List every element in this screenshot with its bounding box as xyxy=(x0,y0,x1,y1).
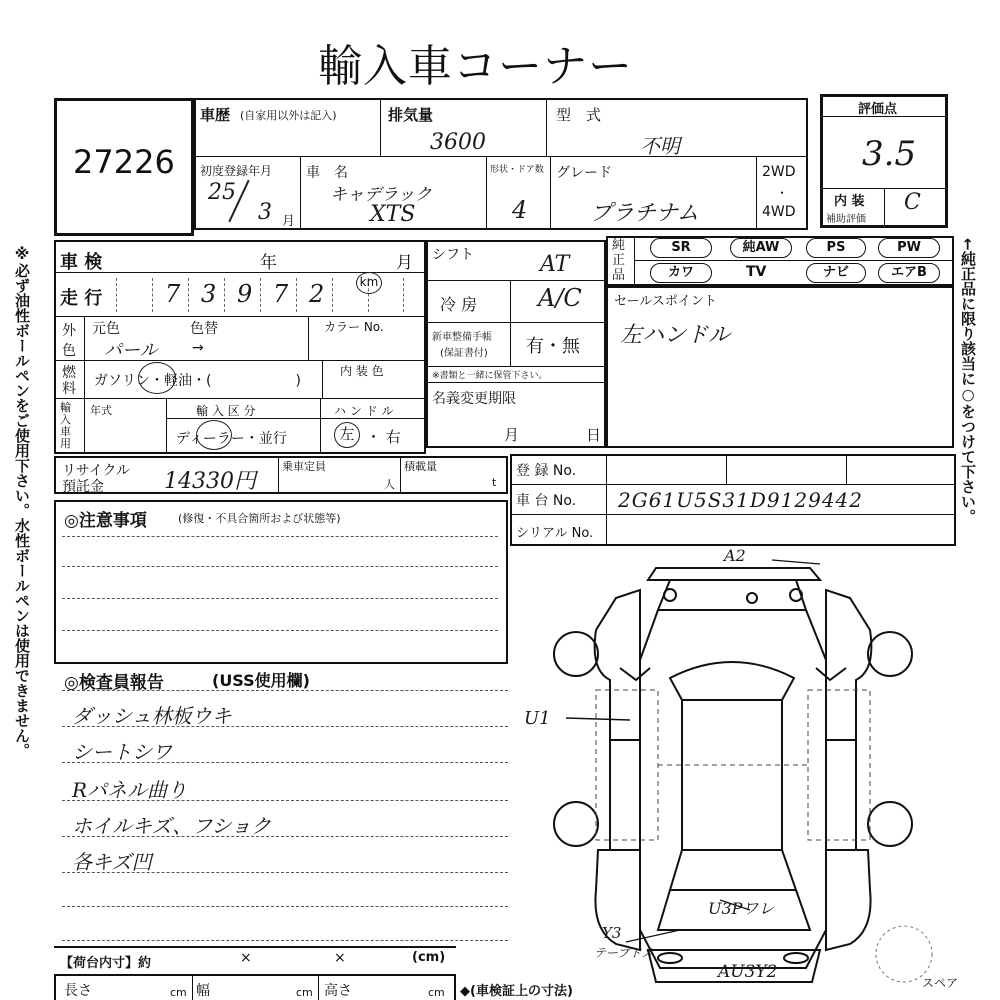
inspector-line-2: シートシワ xyxy=(72,740,172,764)
load-unit: t xyxy=(492,476,497,489)
first-reg-year: 25 xyxy=(208,180,236,205)
mileage-label: 走 行 xyxy=(60,288,103,309)
first-reg-label: 初度登録年月 xyxy=(200,164,273,178)
chassis-value: 2G61U5S31D9129442 xyxy=(618,488,863,512)
notes-subtitle: (修復・不具合箇所および状態等) xyxy=(178,512,341,525)
maint-note: ※書類と一緒に保管下さい。 xyxy=(432,371,548,381)
spare-label: スペア xyxy=(922,976,959,990)
sales-point-box xyxy=(606,286,954,448)
equip-ps: PS xyxy=(806,238,866,258)
equip-aw: 純AW xyxy=(730,238,792,258)
name-change-month: 月 xyxy=(504,426,520,444)
sales-point-label: セールスポイント xyxy=(614,294,717,309)
first-reg-month-unit: 月 xyxy=(282,214,296,229)
fuel-circle xyxy=(138,362,176,394)
name-change-day: 日 xyxy=(586,426,602,444)
mileage-digit-6: 2 xyxy=(296,278,332,312)
page-title: 輸入車コーナー xyxy=(318,41,633,92)
inspector-line-5: 各キズ凹 xyxy=(72,850,152,874)
shift-label: シフト xyxy=(432,247,474,263)
notes-title: ◎注意事項 xyxy=(64,511,147,531)
import-type-label: 輸 入 区 分 xyxy=(196,404,256,418)
interior-score-value: C xyxy=(904,190,921,215)
diagram-mark-left: U1 xyxy=(524,708,551,729)
cargo-cm-3: cm xyxy=(428,986,445,999)
model-value: 不明 xyxy=(640,134,680,158)
color-value: パール xyxy=(104,340,158,361)
cargo-x1: × xyxy=(240,950,252,966)
model-year-label: 年式 xyxy=(90,404,112,417)
grade-value: プラチナム xyxy=(590,201,699,226)
recycle-value: 14330円 xyxy=(164,469,256,494)
shaken-size-label: ◆(車検証上の寸法) xyxy=(460,984,573,999)
grade-label: グレード xyxy=(556,165,612,181)
equip-navi: ナビ xyxy=(806,263,866,283)
car-name-value2: XTS xyxy=(370,202,416,227)
right-side-note: ←純正品に限り該当に○をつけて下さい。 xyxy=(959,238,977,524)
color-change-label: 色替 xyxy=(190,321,218,337)
lot-number: 27226 xyxy=(73,143,175,181)
inspector-line-4: ホイルキズ、フショク xyxy=(72,814,271,838)
maint-options: 有・無 xyxy=(526,336,580,357)
shaken-month-unit: 月 xyxy=(396,253,413,273)
cargo-unit: (cm) xyxy=(412,950,446,965)
shaken-year-unit: 年 xyxy=(260,253,277,273)
drive-4wd: 4WD xyxy=(762,204,796,220)
mileage-digit-2: 7 xyxy=(152,278,188,312)
import-type-options: ディーラー・並行 xyxy=(176,431,287,447)
sales-point-value: 左ハンドル xyxy=(620,323,731,348)
cargo-label: 【荷台内寸】約 xyxy=(60,956,152,971)
color-no-label: カラー No. xyxy=(324,320,384,334)
diagram-mark-y3: Y3 xyxy=(602,924,622,942)
inspector-line-1: ダッシュ林板ウキ xyxy=(72,704,232,728)
mileage-digit-1 xyxy=(116,278,152,312)
interior-score-sub: 補助評価 xyxy=(826,214,866,225)
mileage-unit: km xyxy=(359,275,379,289)
cargo-size-box xyxy=(54,974,456,1000)
score-value: 3.5 xyxy=(862,134,917,174)
diagram-mark-top: A2 xyxy=(724,546,746,565)
interior-color-label: 内 装 色 xyxy=(340,364,384,378)
car-diagram xyxy=(520,550,960,1000)
handle-left-circle xyxy=(334,422,360,448)
equip-leather: カワ xyxy=(650,263,712,283)
cargo-cm-1: cm xyxy=(170,986,187,999)
cargo-height: 高さ xyxy=(324,983,352,999)
displacement-label: 排気量 xyxy=(388,106,434,124)
score-title: 評価点 xyxy=(858,102,898,117)
equip-airbag: エアB xyxy=(878,263,940,283)
diagram-mark-bottom: AU3Y2 xyxy=(718,962,778,982)
cargo-cm-2: cm xyxy=(296,986,313,999)
capacity-label: 乗車定員 xyxy=(282,460,326,473)
cargo-width: 幅 xyxy=(196,983,210,999)
equipment-label: 純正品 xyxy=(612,238,626,283)
serial-label: シリアル No. xyxy=(516,526,594,541)
ac-value: A/C xyxy=(538,284,582,312)
mileage-digit-4: 9 xyxy=(224,278,260,312)
diagram-mark-tape: テープドメ xyxy=(594,946,654,960)
inspector-title: ◎検査員報告 xyxy=(64,673,164,693)
dealer-circle xyxy=(196,420,232,450)
color-label-b: 色 xyxy=(62,343,76,359)
displacement-value: 3600 xyxy=(430,130,486,155)
recycle-label2: 預託金 xyxy=(62,479,104,495)
diagram-mark-rear: U3Pワレ xyxy=(708,899,775,918)
shift-value: AT xyxy=(540,252,570,277)
reg-no-label: 登 録 No. xyxy=(516,463,577,479)
model-label: 型 式 xyxy=(556,106,602,124)
name-change-label: 名義変更期限 xyxy=(432,391,516,407)
doors-label: 形状・ドア数 xyxy=(490,165,544,175)
import-label: 輸入車用 xyxy=(60,401,71,450)
shaken-label: 車 検 xyxy=(60,252,103,273)
left-side-note: ※必ず油性ボールペンをご使用下さい。水性ボールペンは使用できません。 xyxy=(13,245,31,758)
color-label-a: 外 xyxy=(62,323,76,339)
handle-right: ・ 右 xyxy=(366,428,401,446)
lot-number-box xyxy=(54,98,194,236)
km-circle xyxy=(356,272,382,294)
fuel-options: ガソリン・軽油・( ) xyxy=(94,373,301,389)
car-name-value: キャデラック xyxy=(330,185,432,205)
handle-label: ハ ン ド ル xyxy=(334,404,394,418)
mileage-digit-3: 3 xyxy=(188,278,224,312)
drive-dot: ・ xyxy=(776,186,789,200)
capacity-unit: 人 xyxy=(384,478,395,491)
maint-sub: (保証書付) xyxy=(440,348,488,359)
ac-label: 冷 房 xyxy=(440,295,478,314)
maint-label: 新車整備手帳 xyxy=(432,332,492,343)
cargo-length: 長さ xyxy=(64,983,92,999)
history-note: (自家用以外は記入) xyxy=(240,109,337,122)
history-label: 車歴 xyxy=(200,106,231,124)
load-label: 積載量 xyxy=(404,460,437,473)
original-color-label: 元色 xyxy=(92,321,120,337)
fuel-label-a: 燃 xyxy=(62,365,76,381)
first-reg-month: 3 xyxy=(258,200,272,225)
inspector-line-3: Rパネル曲り xyxy=(72,778,188,802)
equip-tv: TV xyxy=(746,264,767,280)
car-name-label: 車 名 xyxy=(306,165,348,181)
equip-sr: SR xyxy=(650,238,712,258)
recycle-label: リサイクル xyxy=(62,463,131,479)
chassis-label: 車 台 No. xyxy=(516,493,577,509)
interior-score-label: 内 装 xyxy=(834,194,865,209)
color-arrow: → xyxy=(192,340,204,356)
mileage-digit-5: 7 xyxy=(260,278,296,312)
drive-2wd: 2WD xyxy=(762,164,796,180)
doors-value: 4 xyxy=(512,196,528,224)
fuel-label-b: 料 xyxy=(62,381,76,397)
handle-left: 左 xyxy=(339,425,355,443)
cargo-x2: × xyxy=(334,950,346,966)
inspector-subtitle: (USS使用欄) xyxy=(212,671,310,690)
equip-pw: PW xyxy=(878,238,940,258)
